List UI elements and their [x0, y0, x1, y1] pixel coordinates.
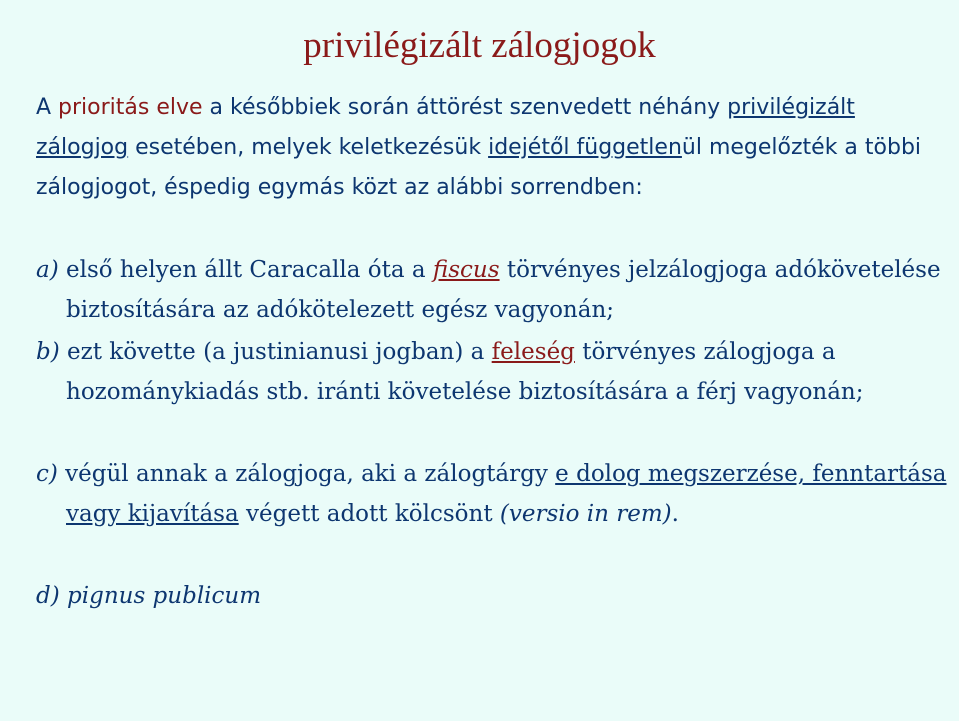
list-item-c: [36, 454, 959, 534]
list-item-b: [36, 332, 959, 412]
item-text: első helyen állt Caracalla óta a: [58, 257, 433, 283]
intro-text: ül megelőzték a többi zálogjogot, éspedig egymás közt az alábbi sorrendben:: [36, 135, 922, 200]
priority-principle-term: prioritás elve: [58, 95, 203, 120]
item-text: törvényes zálogjoga a hozománykiadás stb. iránti követelése biztosítására a férj vagyonán;: [66, 339, 864, 405]
slide-title: privilégizált zálogjogok: [303, 25, 656, 66]
intro-paragraph: [36, 88, 936, 208]
item-text: végül annak a zálogjoga, aki a zálogtárgy: [57, 461, 556, 487]
list-item-d: [36, 576, 936, 616]
acquisition-maintenance-link[interactable]: e dolog megszerzése, fenntartása vagy kijavítása: [66, 461, 947, 527]
independent-of-time-link[interactable]: idejétől független: [488, 135, 682, 160]
fiscus-link[interactable]: fiscus: [432, 257, 500, 283]
intro-text: a későbbiek során áttörést szenvedett néhány: [202, 95, 728, 120]
item-marker: d): [36, 583, 60, 609]
item-marker: b): [36, 339, 60, 365]
intro-text: A: [36, 95, 59, 120]
item-text: .: [671, 501, 679, 527]
versio-in-rem-term: (versio in rem): [499, 501, 672, 527]
item-text: törvényes jelzálogjoga adókövetelése biztosítására az adókötelezett egész vagyonán;: [66, 257, 941, 323]
intro-text: esetében, melyek keletkezésük: [128, 135, 489, 160]
item-marker: a): [36, 257, 59, 283]
item-text: ezt követte (a justinianusi jogban) a: [59, 339, 492, 365]
wife-link[interactable]: feleség: [491, 339, 575, 365]
list-item-a: [36, 250, 959, 330]
privileged-lien-link[interactable]: privilégizált zálogjog: [36, 95, 855, 160]
item-text: végett adott kölcsönt: [238, 501, 500, 527]
item-text: pignus publicum: [59, 583, 262, 609]
item-marker: c): [36, 461, 58, 487]
